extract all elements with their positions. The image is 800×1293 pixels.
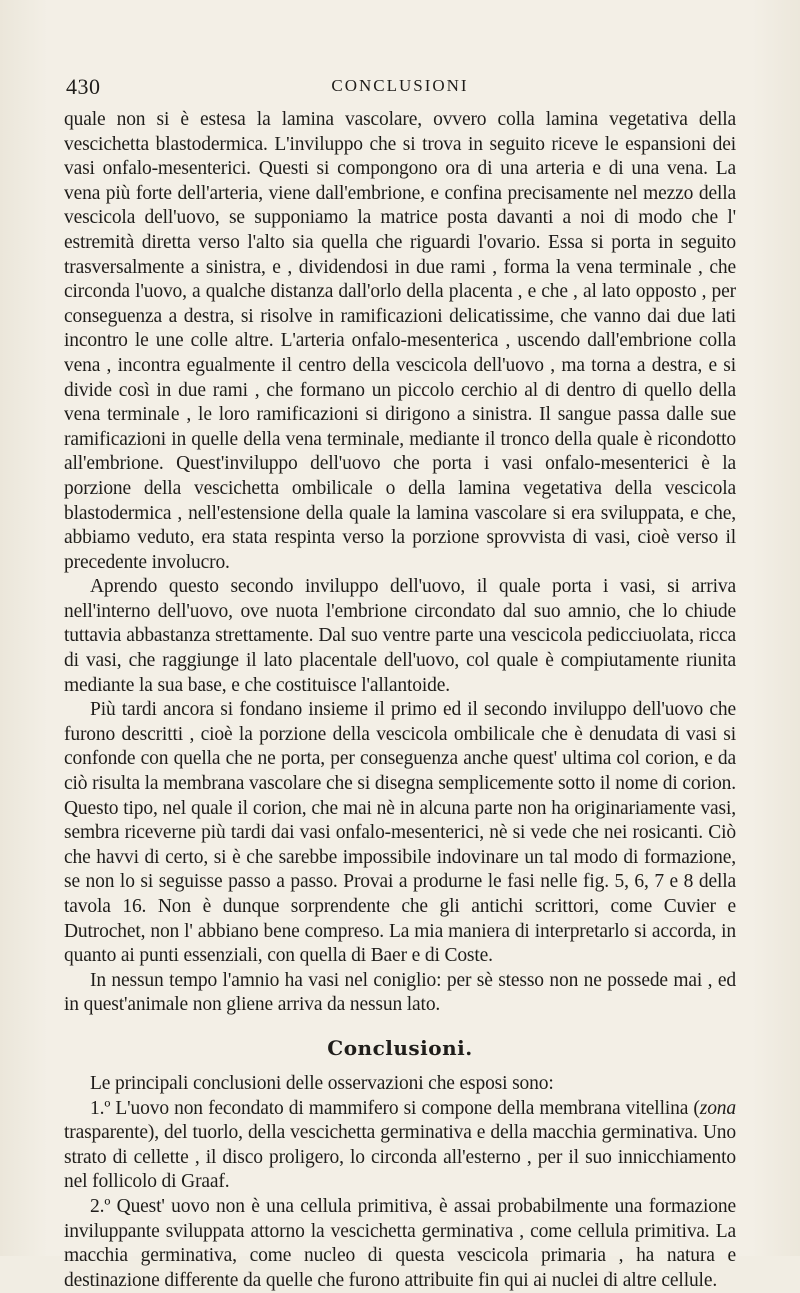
conclusion-item-2: 2.º Quest' uovo non è una cellula primitiva, è assai probabilmente una formazione inviluppante sviluppata attorno la vescichetta germinativa , come cellula primitiva. La macchia germinativa, come nucleo di questa vescicola primaria , ha natura e destinazione differente da quelle che furono attribuite fin qui ai nuclei di altre cellule. bbox=[64, 1195, 736, 1291]
conclusion-item-1-italic: zona bbox=[699, 1097, 736, 1119]
conclusion-item-1-text-b: trasparente), del tuorlo, della vescichetta germinativa e della macchia germinativa. Uno strato di cellette , il disco proligero, lo circonda all'esterno , per il suo innicchiamento nel follicolo di Graaf. bbox=[64, 1122, 736, 1193]
running-head: CONCLUSIONI bbox=[331, 76, 469, 95]
section-heading-conclusions: Conclusioni. bbox=[327, 1035, 473, 1060]
paragraph-corion: Più tardi ancora si fondano insieme il primo ed il secondo inviluppo dell'uovo che furono descritti , cioè la porzione della vescicola ombilicale che è denudata di vasi si confonde con quella che ne porta, per conseguenza anche quest' ultima col corion, e da ciò risulta la membrana vascolare che si disegna semplicemente sotto il nome di corion. Questo tipo, nel quale il corion, che mai nè in alcuna parte non ha originariamente vasi, sembra riceverne più tardi dai vasi onfalo-mesenterici, nè si vede che nei rosicanti. Ciò che havvi di certo, si è che sarebbe impossibile indovinare un tal modo di formazione, se non lo si seguisse passo a passo. Provai a produrne le fasi nelle fig. 5, 6, 7 e 8 della tavola 16. Non è dunque sorprendente che gli antichi scrittori, come Cuvier e Dutrochet, non l' abbiano bene compreso. La mia maniera di interpretarlo si accorda, in quanto ai punti essenziali, con quella di Baer e di Coste. bbox=[64, 699, 736, 967]
conclusions-intro: Le principali conclusioni delle osservazioni che esposi sono: bbox=[90, 1072, 554, 1094]
paragraph-placental-membranes: quale non si è estesa la lamina vascolare, ovvero colla lamina vegetativa della vescichetta blastodermica. L'inviluppo che si trova in seguito riceve le espansioni dei vasi onfalo-mesenterici. Questi si compongono ora di una arteria e di una vena. La vena più forte dell'arteria, viene dall'embrione, e confina precisamente nel mezzo della vescicola dell'uovo, se supponiamo la matrice posta davanti a noi di modo che l' estremità diretta verso l'alto sia quella che riguardi l'ovario. Essa si porta in seguito trasversalmente a sinistra, e , dividendosi in due rami , forma la vena terminale , che circonda l'uovo, a qualche distanza dall'orlo della placenta , e che , al lato opposto , per conseguenza a destra, si risolve in ramificazioni delicatissime, che vanno dai due lati incontro le une colle altre. L'arteria onfalo-mesenterica , uscendo dall'embrione colla vena , incontra egualmente il centro della vescicola dell'uovo , ma torna a destra, e si divide così in due rami , che formano un piccolo cerchio al di dentro di quello della vena terminale , le loro ramificazioni si dirigono a sinistra. Il sangue passa dalle sue ramificazioni in quelle della vena terminale, mediante il tronco della quale è ricondotto all'embrione. Quest'inviluppo dell'uovo che porta i vasi onfalo-mesenterici è la porzione della vescichetta ombilicale o della lamina vegetativa della vescicola blastodermica , nell'estensione della quale la lamina vascolare si era sviluppata, e che, abbiamo veduto, era stata respinta verso la porzione sprovvista di vasi, cioè verso il precedente involucro. bbox=[64, 109, 736, 573]
page-number: 430 bbox=[66, 74, 101, 99]
page-header bbox=[66, 74, 734, 102]
conclusion-item-1 bbox=[64, 1097, 736, 1195]
paragraph-allantois: Aprendo questo secondo inviluppo dell'uovo, il quale porta i vasi, si arriva nell'interno dell'uovo, ove nuota l'embrione circondato dal suo amnio, che lo chiude tuttavia abbastanza strettamente. Dal suo ventre parte una vescicola pedicciuolata, ricca di vasi, che raggiunge il lato placentale dell'uovo, col quale è compiutamente riunita mediante la sua base, e che costituisce l'allantoide. bbox=[64, 576, 736, 696]
body-text bbox=[64, 108, 736, 1293]
paragraph-amnion: In nessun tempo l'amnio ha vasi nel coniglio: per sè stesso non ne possede mai , ed in quest'animale non gliene arriva da nessun lato. bbox=[64, 969, 736, 1016]
conclusion-item-1-text-a: 1.º L'uovo non fecondato di mammifero si compone della membrana vitellina ( bbox=[90, 1097, 700, 1119]
